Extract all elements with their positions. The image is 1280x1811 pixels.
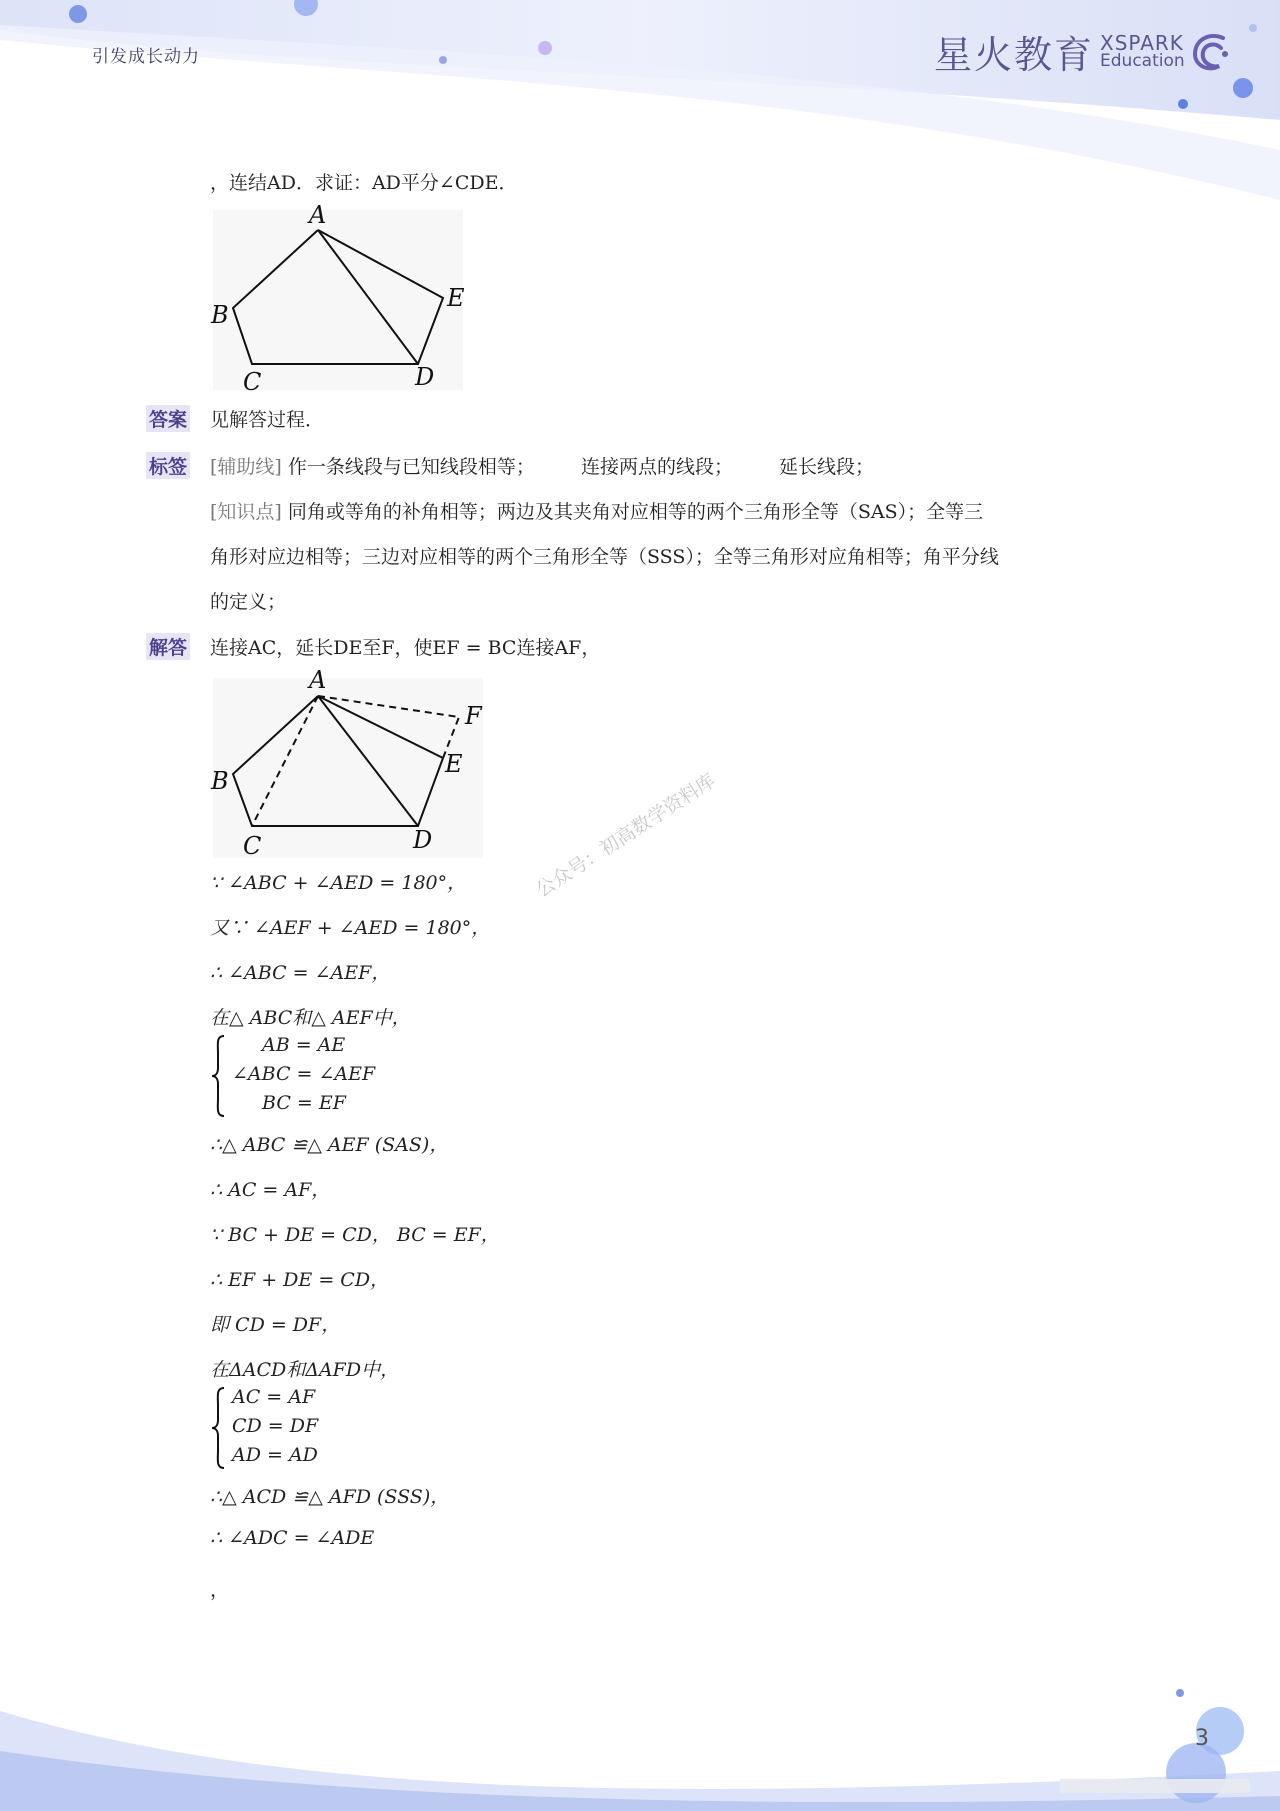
equation-system-2 [210, 1386, 410, 1470]
step-12: ∴ ∠ADC = ∠ADE [210, 1527, 375, 1549]
solution-intro: 连接AC，延长DE至F，使EF = BC连接AF， [210, 637, 601, 659]
system1-row-3: BC = EF [262, 1092, 346, 1114]
step-4: 在△ ABC和△ AEF中， [210, 1007, 411, 1029]
answer-tag: 答案 [146, 405, 190, 432]
fig2-label-e: E [445, 750, 463, 778]
brand-swirl-icon [1189, 30, 1233, 74]
watermark: 公众号：初高数学资料库 [532, 769, 720, 902]
system2-row-2: CD = DF [232, 1415, 319, 1437]
page-number: 3 [1195, 1726, 1209, 1751]
fig1-label-d: D [415, 363, 435, 391]
step-11: ∴△ ACD ≌△ AFD (SSS)， [210, 1486, 450, 1508]
step-5: ∴△ ABC ≌△ AEF (SAS)， [210, 1134, 449, 1156]
aux-line-tags [210, 452, 874, 479]
footer-decoration [0, 1651, 1280, 1811]
left-brace-icon [210, 1034, 226, 1118]
fig2-label-f: F [465, 702, 482, 730]
problem-statement: ，连结AD．求证：AD平分∠CDE． [210, 172, 518, 194]
aux-label: [辅助线] [210, 456, 282, 478]
tags-tag: 标签 [146, 452, 190, 479]
step-3: ∴ ∠ABC = ∠AEF， [210, 962, 391, 984]
step-6: ∴ AC = AF， [210, 1179, 331, 1201]
step-10: 在ΔACD和ΔAFD中， [210, 1359, 400, 1381]
figure-pentagon [205, 196, 475, 396]
fig1-label-a: A [309, 201, 327, 229]
aux-item-2: 连接两点的线段； [580, 456, 733, 478]
knowledge-line-3: 的定义； [210, 591, 287, 613]
step-2: 又∵ ∠AEF + ∠AED = 180°， [210, 917, 491, 939]
fig1-label-c: C [243, 368, 262, 396]
system1-row-2: ∠ABC = ∠AEF [232, 1063, 376, 1085]
brand-chinese-name: 星火教育 [934, 33, 1095, 77]
brand-english-line1: XSPARK [1100, 30, 1184, 55]
knowledge-line-1 [210, 497, 983, 524]
kp-text-1: 同角或等角的补角相等；两边及其夹角对应相等的两个三角形全等（SAS）；全等三 [287, 501, 984, 523]
step-9: 即 CD = DF， [210, 1314, 341, 1336]
system2-row-1: AC = AF [232, 1386, 316, 1408]
left-brace-icon [210, 1386, 226, 1470]
step-7: ∵ BC + DE = CD， BC = EF， [210, 1224, 500, 1246]
equation-system-1 [210, 1034, 410, 1118]
fig2-label-c: C [243, 832, 262, 860]
step-13: ， [210, 1579, 230, 1601]
aux-item-3: 延长线段； [779, 456, 875, 478]
step-8: ∴ EF + DE = CD， [210, 1269, 390, 1291]
answer-text: 见解答过程． [210, 409, 325, 431]
header-slogan: 引发成长动力 [92, 47, 200, 67]
knowledge-line-2: 角形对应边相等；三边对应相等的两个三角形全等（SSS）；全等三角形对应角相等；角平分线 [210, 546, 999, 568]
system2-row-3: AD = AD [232, 1444, 318, 1466]
fig2-label-d: D [413, 826, 433, 854]
aux-item-1: 作一条线段与已知线段相等； [287, 456, 535, 478]
fig1-label-e: E [447, 284, 465, 312]
brand-english-name [1100, 30, 1185, 71]
solution-tag: 解答 [146, 633, 190, 660]
fig2-label-b: B [211, 767, 229, 795]
system1-row-1: AB = AE [262, 1034, 346, 1056]
figure-pentagon-auxiliary [205, 662, 495, 862]
step-1: ∵ ∠ABC + ∠AED = 180°， [210, 872, 467, 894]
kp-label: [知识点] [210, 501, 282, 523]
brand-logo [934, 24, 1233, 79]
brand-english-line2: Education [1100, 50, 1185, 71]
fig2-label-a: A [309, 666, 327, 694]
fig1-label-b: B [211, 301, 229, 329]
